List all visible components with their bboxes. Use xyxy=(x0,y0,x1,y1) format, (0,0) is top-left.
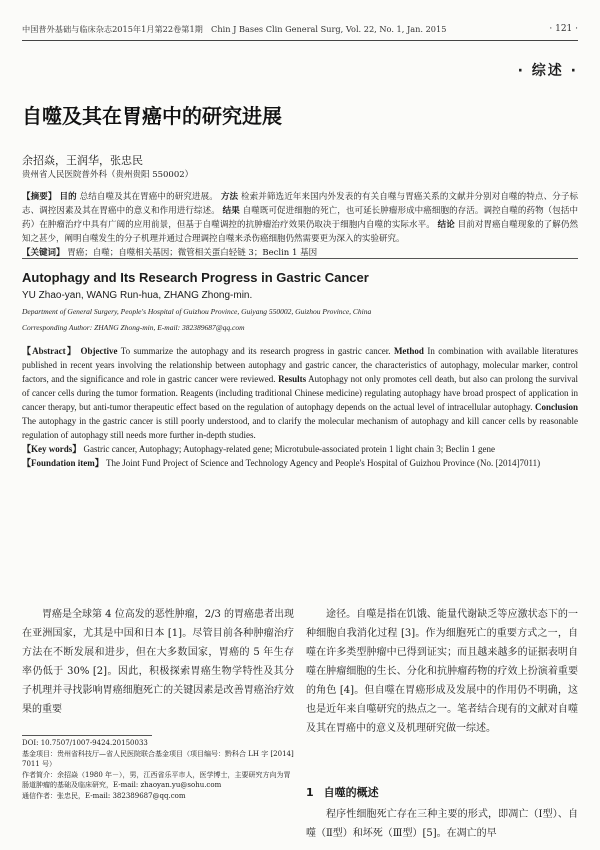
authors-en: YU Zhao-yan, WANG Run-hua, ZHANG Zhong-min. xyxy=(22,290,253,301)
abstract-label-cn: 【摘要】 xyxy=(22,192,57,202)
section-1-text: 程序性细胞死亡存在三种主要的形式，即凋亡（Ⅰ型）、自噬（Ⅱ型）和坏死（Ⅲ型）[5]。在凋亡的早 xyxy=(306,809,578,839)
header-rule xyxy=(22,40,578,41)
foundation-label-en: 【Foundation item】 xyxy=(22,458,104,468)
page-number: · 121 · xyxy=(549,24,578,34)
result-cn: 自噬既可促进细胞的死亡，也可延长肿瘤形成中癌细胞的存活。调控自噬的药物（包括中药）在肿瘤治疗中具有广阔的应用前景，但基于自噬调控的抗肿瘤治疗效果仍取决于细胞内自噬的实际水平。 xyxy=(22,206,578,230)
keywords-cn: 胃癌；自噬；自噬相关基因；微管相关蛋白轻链 3；Beclin 1 基因 xyxy=(67,248,318,258)
method-en: In combination with available literatures published in recent years involving the relationship between autophagy and gastric cancer, the characteristics of autophagy, molecular marker, control factors, and the significance and role in gastric cancer were reviewed. xyxy=(22,346,579,384)
keywords-label-en: 【Key words】 xyxy=(22,444,82,454)
method-label-cn: 方法 xyxy=(220,192,239,202)
conclusion-en: The autophagy in the gastric cancer is still poorly understood, and to clarify the molecular mechanism of autophagy and kill cancer cells by reasonable regulation of autophagy still needs more further in-depth studies. xyxy=(22,416,578,440)
footnote-fund: 基金项目：贵州省科技厅—省人民医院联合基金项目（项目编号：黔科合 LH 字 [2014] 7011 号） xyxy=(22,749,294,768)
keywords-en: Gastric cancer, Autophagy; Autophagy-related gene; Microtubule-associated protein 1 light chain 3; Beclin 1 gene xyxy=(83,444,496,454)
conclusion-label-en: Conclusion xyxy=(534,402,578,412)
abstract-label-en: 【Abstract】 xyxy=(22,346,78,356)
objective-cn: 总结自噬及其在胃癌中的研究进展。 xyxy=(79,192,218,202)
method-cn: 检索并筛选近年来国内外发表的有关自噬与胃癌关系的文献并分别对自噬的特点、分子标志、调控因素及其在胃癌中的意义和作用进行综述。 xyxy=(22,192,579,216)
body-text-left: 胃癌是全球第 4 位高发的恶性肿瘤，2/3 的胃癌患者出现在亚洲国家，尤其是中国和日本 [1]。尽管目前各种肿瘤治疗方法在不断发展和进步，但在大多数国家，胃癌的 5 年生存率仍低于 30% [2]。因此，积极探索胃癌生物学特性及其分子机理并寻找影响胃癌细胞死亡的关键因素是改善胃癌治疗效果的重要 xyxy=(22,609,294,715)
running-header xyxy=(22,24,578,35)
results-en: Autophagy not only promotes cell death, but also can prolong the survival of cancer cells during the tumor formation. Reagents (including traditional Chinese medicine) regulating autophagy have broad prospect of application in cancer therapy, but anti-tumor therapeutic effect based on the regulation of autophagy depends on the actual level of intracellular autophagy. xyxy=(22,374,579,412)
running-header-text: 中国普外基础与临床杂志2015年1月第22卷第1期 Chin J Bases Clin General Surg, Vol. 22, No. 1, Jan. 2015 xyxy=(22,24,447,34)
conclusion-cn: 目前对胃癌自噬现象的了解仍然知之甚少，阐明自噬发生的分子机理并通过合理调控自噬来杀伤癌细胞仍然需要更为深入的实验研究。 xyxy=(22,220,578,244)
authors-cn: 余招焱，王润华，张忠民 xyxy=(22,154,143,167)
footnote-rule xyxy=(22,735,152,736)
keywords-label-cn: 【关键词】 xyxy=(22,248,65,258)
corresponding-author-en: Corresponding Author: ZHANG Zhong-min, E-mail: 382389687@qq.com xyxy=(22,323,245,332)
foundation-en: The Joint Fund Project of Science and Technology Agency and People's Hospital of Guizhou Province (No. [2014]7011) xyxy=(106,458,541,468)
section-tag: · 综述 · xyxy=(517,63,578,79)
section-heading-text: 自噬的概述 xyxy=(323,786,379,799)
objective-label-cn: 目的 xyxy=(59,192,77,202)
abstract-en xyxy=(22,344,578,470)
results-label-en: Results xyxy=(278,374,307,384)
affiliation-cn: 贵州省人民医院普外科（贵州贵阳 550002） xyxy=(22,170,194,180)
objective-label-en: Objective xyxy=(80,346,118,356)
page-title-cn: 自噬及其在胃癌中的研究进展 xyxy=(22,104,282,128)
section-heading-1 xyxy=(306,784,379,800)
abstract-divider xyxy=(22,258,578,259)
section-number: 1 xyxy=(306,786,314,799)
footnote-doi: DOI: 10.7507/1007-9424.20150033 xyxy=(22,739,148,747)
abstract-cn xyxy=(22,190,578,260)
footnote-corresponding: 通信作者：张忠民，E-mail: 382389687@qq.com xyxy=(22,791,186,800)
page-title-en: Autophagy and Its Research Progress in Gastric Cancer xyxy=(22,270,369,285)
body-text-right: 途径。自噬是指在饥饿、能量代谢缺乏等应激状态下的一种细胞自我消化过程 [3]。作为细胞死亡的重要方式之一，自噬在许多类型肿瘤中已得到证实；而且越来越多的证据表明自噬在肿瘤细胞的生长、分化和抗肿瘤药物的疗效上扮演着重要的角色 [4]。但自噬在胃癌形成及发展中的作用仍不明确，这也是近年来自噬研究的热点之一。笔者结合现有的文献对自噬及其在胃癌中的意义及机理研究做一综述。 xyxy=(306,609,578,734)
footnote-author-intro: 作者简介：余招焱（1980 年－），男，江西省乐平市人，医学博士，主要研究方向为胃肠道肿瘤的基础及临床研究，E-mail: zhaoyan.yu@sohu.com xyxy=(22,770,291,789)
method-label-en: Method xyxy=(393,346,424,356)
affiliation-en: Department of General Surgery, People's Hospital of Guizhou Province, Guiyang 550002, Guizhou Province, China xyxy=(22,307,372,316)
conclusion-label-cn: 结论 xyxy=(437,220,455,230)
footnotes xyxy=(22,738,294,801)
objective-en: To summarize the autophagy and its research progress in gastric cancer. xyxy=(120,346,391,356)
result-label-cn: 结果 xyxy=(222,206,240,216)
